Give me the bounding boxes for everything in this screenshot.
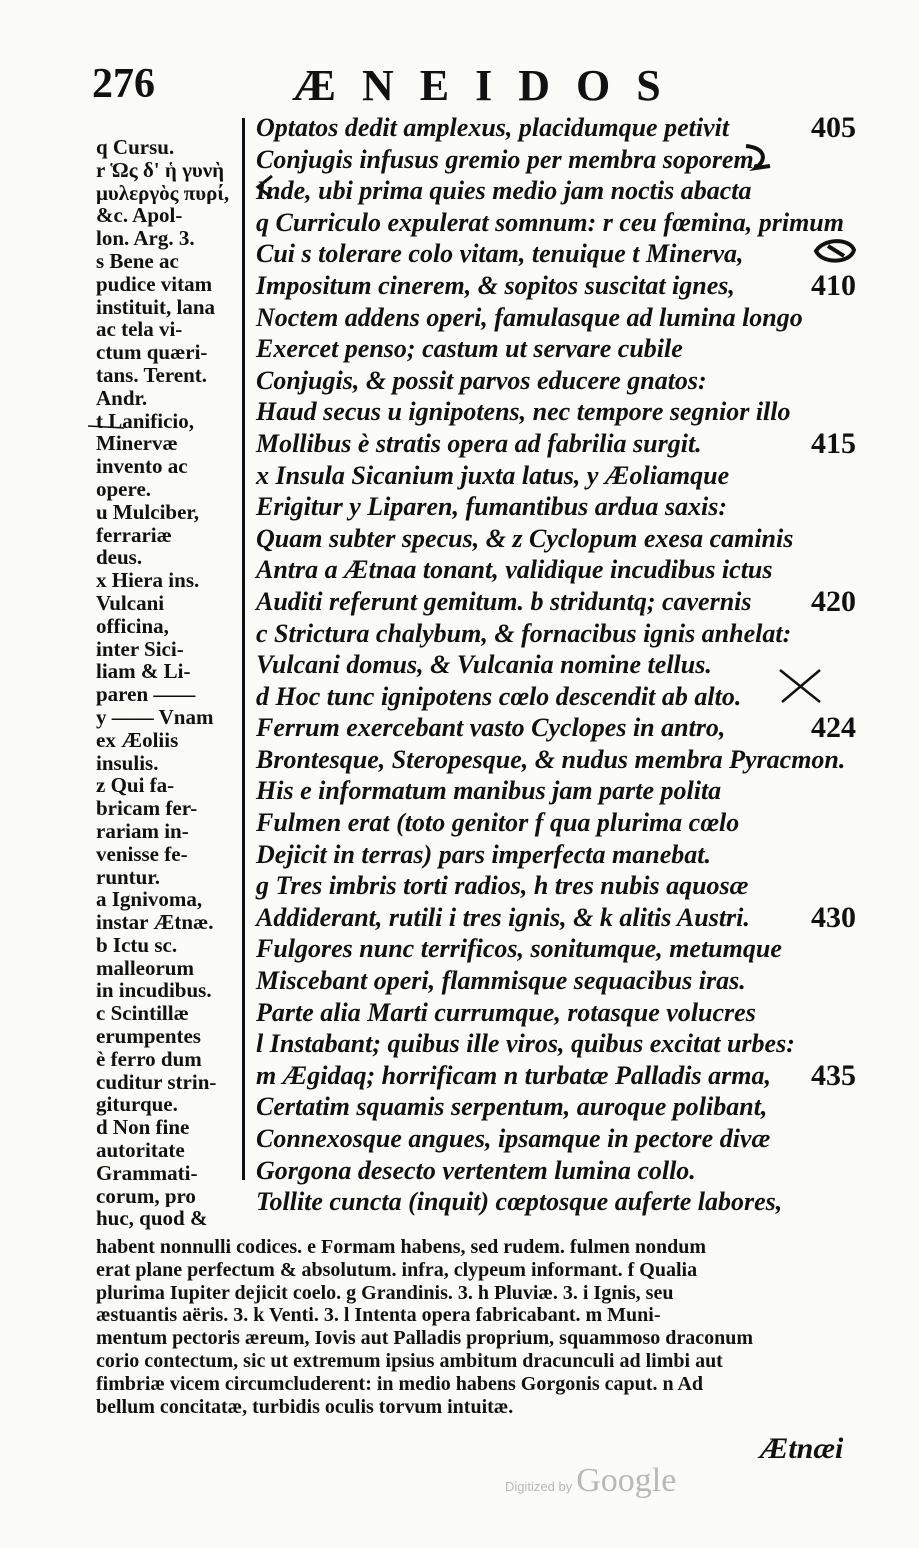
- line-number: 435: [811, 1058, 856, 1092]
- margin-note-line: ferrariæ: [96, 523, 172, 547]
- margin-note-line: tans. Terent.: [96, 363, 208, 387]
- verse-text: Parte alia Marti currumque, rotasque volucres: [256, 997, 756, 1027]
- margin-note-line: instituit, lana: [96, 295, 216, 319]
- verse-text: g Tres imbris torti radios, h tres nubis aquosæ: [256, 871, 749, 901]
- line-number: 410: [811, 268, 856, 302]
- verse-text: Gorgona desecto vertentem lumina collo.: [256, 1155, 696, 1185]
- verse-line: [256, 933, 856, 965]
- verse-text: Haud secus u ignipotens, nec tempore segnior illo: [256, 397, 791, 427]
- verse-text: Mollibus è stratis opera ad fabrilia surgit.: [256, 428, 702, 458]
- margin-note-line: t Lanificio,: [96, 409, 194, 433]
- margin-notes: [96, 136, 242, 1230]
- margin-note-line: z Qui fa-: [96, 774, 175, 798]
- verse-text: Auditi referunt gemitum. b striduntq; cavernis: [256, 586, 752, 616]
- line-number: 430: [811, 900, 856, 934]
- margin-note-line: huc, quod &: [96, 1207, 208, 1231]
- margin-note-line: lon. Arg. 3.: [96, 227, 195, 250]
- verse-line: [256, 270, 856, 302]
- margin-note-line: rariam in-: [96, 819, 189, 843]
- handwritten-bracket-mark: [254, 174, 276, 200]
- verse-text: Inde, ubi prima quies medio jam noctis abacta: [256, 176, 752, 206]
- verse-text: Connexosque angues, ipsamque in pectore divæ: [256, 1124, 771, 1153]
- margin-note-line: &c. Apol-: [96, 204, 183, 228]
- verse-text: His e informatum manibus jam parte polita: [256, 776, 722, 806]
- margin-note-line: Minervæ: [96, 432, 178, 456]
- verse-line: [256, 965, 856, 997]
- verse-line: [256, 681, 856, 713]
- margin-note-line: ac tela vi-: [96, 318, 183, 342]
- margin-note-line: in incudibus.: [96, 979, 212, 1003]
- verse-line: [256, 744, 856, 776]
- verse-text: m Ægidaq; horrificam n turbatæ Palladis arma,: [256, 1060, 771, 1090]
- handwritten-hook-mark: [742, 142, 772, 172]
- footnote-line: mentum pectoris æreum, Iovis aut Palladis proprium, squammoso draconum: [96, 1327, 754, 1350]
- verse-line: [256, 365, 856, 397]
- verse-line: [256, 775, 856, 807]
- verse-text: Exercet penso; castum ut servare cubile: [256, 334, 683, 364]
- margin-note-line: venisse fe-: [96, 842, 188, 866]
- footnote-line: corio contectum, sic ut extremum ipsius ambitum dracunculi ad limbi aut: [96, 1349, 723, 1372]
- verse-line: [256, 396, 856, 428]
- margin-note-line: Vulcani: [96, 591, 165, 615]
- verse-line: [256, 586, 856, 618]
- margin-note-line: ex Æoliis: [96, 728, 179, 752]
- line-number: 415: [811, 426, 856, 460]
- footnote-line: bellum concitatæ, turbidis oculis torvum intuitæ.: [96, 1395, 514, 1418]
- verse-line: [256, 112, 856, 144]
- footnotes: [96, 1236, 862, 1418]
- marginal-pointer-mark: [86, 414, 126, 438]
- handwritten-scribble-mark: [810, 236, 860, 266]
- verse-text: Certatim squamis serpentum, auroque polibant,: [256, 1092, 768, 1122]
- verse-text: Ferrum exercebant vasto Cyclopes in antro,: [256, 713, 726, 743]
- verse-line: [256, 1186, 856, 1218]
- verse-text: Addiderant, rutili i tres ignis, & k alitis Austri.: [256, 902, 750, 932]
- verse-text: Antra a Ætnaa tonant, validique incudibus ictus: [256, 555, 773, 585]
- margin-note-line: Andr.: [96, 386, 148, 410]
- margin-note-line: insulis.: [96, 751, 159, 775]
- verse-line: [256, 839, 856, 871]
- watermark-brand: Google: [576, 1462, 677, 1499]
- verse-line: [256, 428, 856, 460]
- verse-line: [256, 554, 856, 586]
- margin-note-line: officina,: [96, 614, 169, 638]
- margin-note-line: inter Sici-: [96, 637, 184, 661]
- verse-text: Tollite cuncta (inquit) cœptosque auferte labores,: [256, 1187, 783, 1217]
- verse-text: Optatos dedit amplexus, placidumque petivit: [256, 113, 730, 142]
- verse-column: [256, 112, 856, 1218]
- margin-note-line: μυλεργὸς πυρί,: [96, 181, 230, 205]
- verse-text: Conjugis, & possit parvos educere gnatos:: [256, 365, 707, 395]
- verse-line: [256, 1091, 856, 1123]
- page-number: 276: [92, 61, 155, 107]
- handwritten-x-mark: [776, 668, 824, 704]
- margin-note-line: autoritate: [96, 1139, 185, 1162]
- verse-line: [256, 618, 856, 650]
- running-title: ÆNEIDOS: [292, 61, 687, 110]
- footnote-line: fimbriæ vicem circumcluderent: in medio habens Gorgonis caput. n Ad: [96, 1372, 704, 1395]
- verse-text: Miscebant operi, flammisque sequacibus iras.: [256, 966, 746, 996]
- verse-line: [256, 333, 856, 365]
- verse-line: [256, 997, 856, 1029]
- verse-text: Noctem addens operi, famulasque ad lumina longo: [256, 302, 803, 332]
- watermark-prefix: Digitized by: [505, 1479, 573, 1494]
- verse-line: [256, 523, 856, 555]
- verse-line: [256, 870, 856, 902]
- verse-text: Erigitur y Liparen, fumantibus ardua saxis:: [256, 492, 727, 522]
- margin-note-line: invento ac: [96, 455, 188, 478]
- margin-note-line: erumpentes: [96, 1025, 201, 1048]
- verse-text: Fulgores nunc terrificos, sonitumque, metumque: [256, 934, 782, 964]
- margin-note-line: bricam fer-: [96, 797, 198, 820]
- verse-line: [256, 807, 856, 839]
- line-number: 405: [811, 111, 856, 144]
- margin-note-line: a Ignivoma,: [96, 888, 203, 912]
- verse-line: [256, 649, 856, 681]
- verse-text: x Insula Sicanium juxta latus, y Æoliamque: [256, 460, 730, 490]
- margin-note-line: paren ——: [96, 683, 196, 706]
- margin-note-line: s Bene ac: [96, 249, 179, 273]
- margin-note-line: b Ictu sc.: [96, 933, 178, 957]
- verse-line: [256, 207, 856, 239]
- verse-line: [256, 460, 856, 492]
- verse-text: c Strictura chalybum, & fornacibus ignis anhelat:: [256, 618, 792, 648]
- page-header: [92, 60, 852, 110]
- column-rule: [242, 118, 245, 1180]
- verse-text: Cui s tolerare colo vitam, tenuique t Minerva,: [256, 239, 744, 269]
- verse-line: [256, 238, 856, 270]
- margin-note-line: pudice vitam: [96, 272, 213, 296]
- margin-note-line: deus.: [96, 546, 143, 570]
- verse-line: [256, 1123, 856, 1155]
- verse-line: [256, 1155, 856, 1187]
- verse-text: q Curriculo expulerat somnum: r ceu fœmina, primum: [256, 207, 844, 237]
- verse-text: Fulmen erat (toto genitor f qua plurima cœlo: [256, 808, 740, 838]
- margin-note-line: cuditur strin-: [96, 1070, 217, 1094]
- margin-note-line: Grammati-: [96, 1161, 198, 1185]
- verse-line: [256, 491, 856, 523]
- margin-note-line: c Scintillæ: [96, 1002, 189, 1026]
- margin-note-line: u Mulciber,: [96, 500, 200, 524]
- line-number: 420: [811, 584, 856, 618]
- margin-note-line: r Ὡς δ' ἡ γυνὴ: [96, 158, 225, 182]
- line-number: 424: [811, 711, 856, 745]
- verse-text: Vulcani domus, & Vulcania nomine tellus.: [256, 650, 712, 680]
- margin-note-line: opere.: [96, 477, 152, 501]
- verse-text: Quam subter specus, & z Cyclopum exesa caminis: [256, 523, 794, 553]
- margin-note-line: runtur.: [96, 865, 160, 889]
- verse-text: l Instabant; quibus ille viros, quibus excitat urbes:: [256, 1029, 795, 1059]
- catchword: Ætnæi: [760, 1432, 844, 1465]
- digitized-watermark: [505, 1462, 676, 1500]
- verse-line: [256, 712, 856, 744]
- verse-text: Conjugis infusus gremio per membra soporem.: [256, 144, 761, 174]
- margin-note-line: q Cursu.: [96, 136, 175, 159]
- margin-note-line: giturque.: [96, 1093, 178, 1117]
- margin-note-line: instar Ætnæ.: [96, 911, 214, 934]
- verse-line: [256, 1028, 856, 1060]
- verse-text: Impositum cinerem, & sopitos suscitat ignes,: [256, 270, 735, 300]
- margin-note-line: y —— Vnam: [96, 705, 214, 729]
- verse-text: Brontesque, Steropesque, & nudus membra Pyracmon.: [256, 744, 846, 774]
- verse-text: Dejicit in terras) pars imperfecta manebat.: [256, 839, 711, 869]
- margin-note-line: x Hiera ins.: [96, 569, 200, 592]
- footnote-line: æstuantis aëris. 3. k Venti. 3. l Intenta opera fabricabant. m Muni-: [96, 1304, 661, 1327]
- verse-line: [256, 1060, 856, 1092]
- margin-note-line: liam & Li-: [96, 660, 191, 684]
- verse-line: [256, 902, 856, 934]
- verse-line: [256, 302, 856, 334]
- margin-note-line: ctum quæri-: [96, 341, 208, 364]
- verse-line: [256, 175, 856, 207]
- footnote-line: erat plane perfectum & absolutum. infra, clypeum informant. f Qualia: [96, 1258, 698, 1281]
- margin-note-line: è ferro dum: [96, 1047, 202, 1071]
- margin-note-line: d Non fine: [96, 1116, 190, 1140]
- footnote-line: plurima Iupiter dejicit coelo. g Grandinis. 3. h Pluviæ. 3. i Ignis, seu: [96, 1281, 674, 1304]
- verse-text: d Hoc tunc ignipotens cœlo descendit ab alto.: [256, 681, 742, 711]
- margin-note-line: malleorum: [96, 956, 194, 980]
- margin-note-line: corum, pro: [96, 1184, 196, 1208]
- footnote-line: habent nonnulli codices. e Formam habens, sed rudem. fulmen nondum: [96, 1236, 707, 1258]
